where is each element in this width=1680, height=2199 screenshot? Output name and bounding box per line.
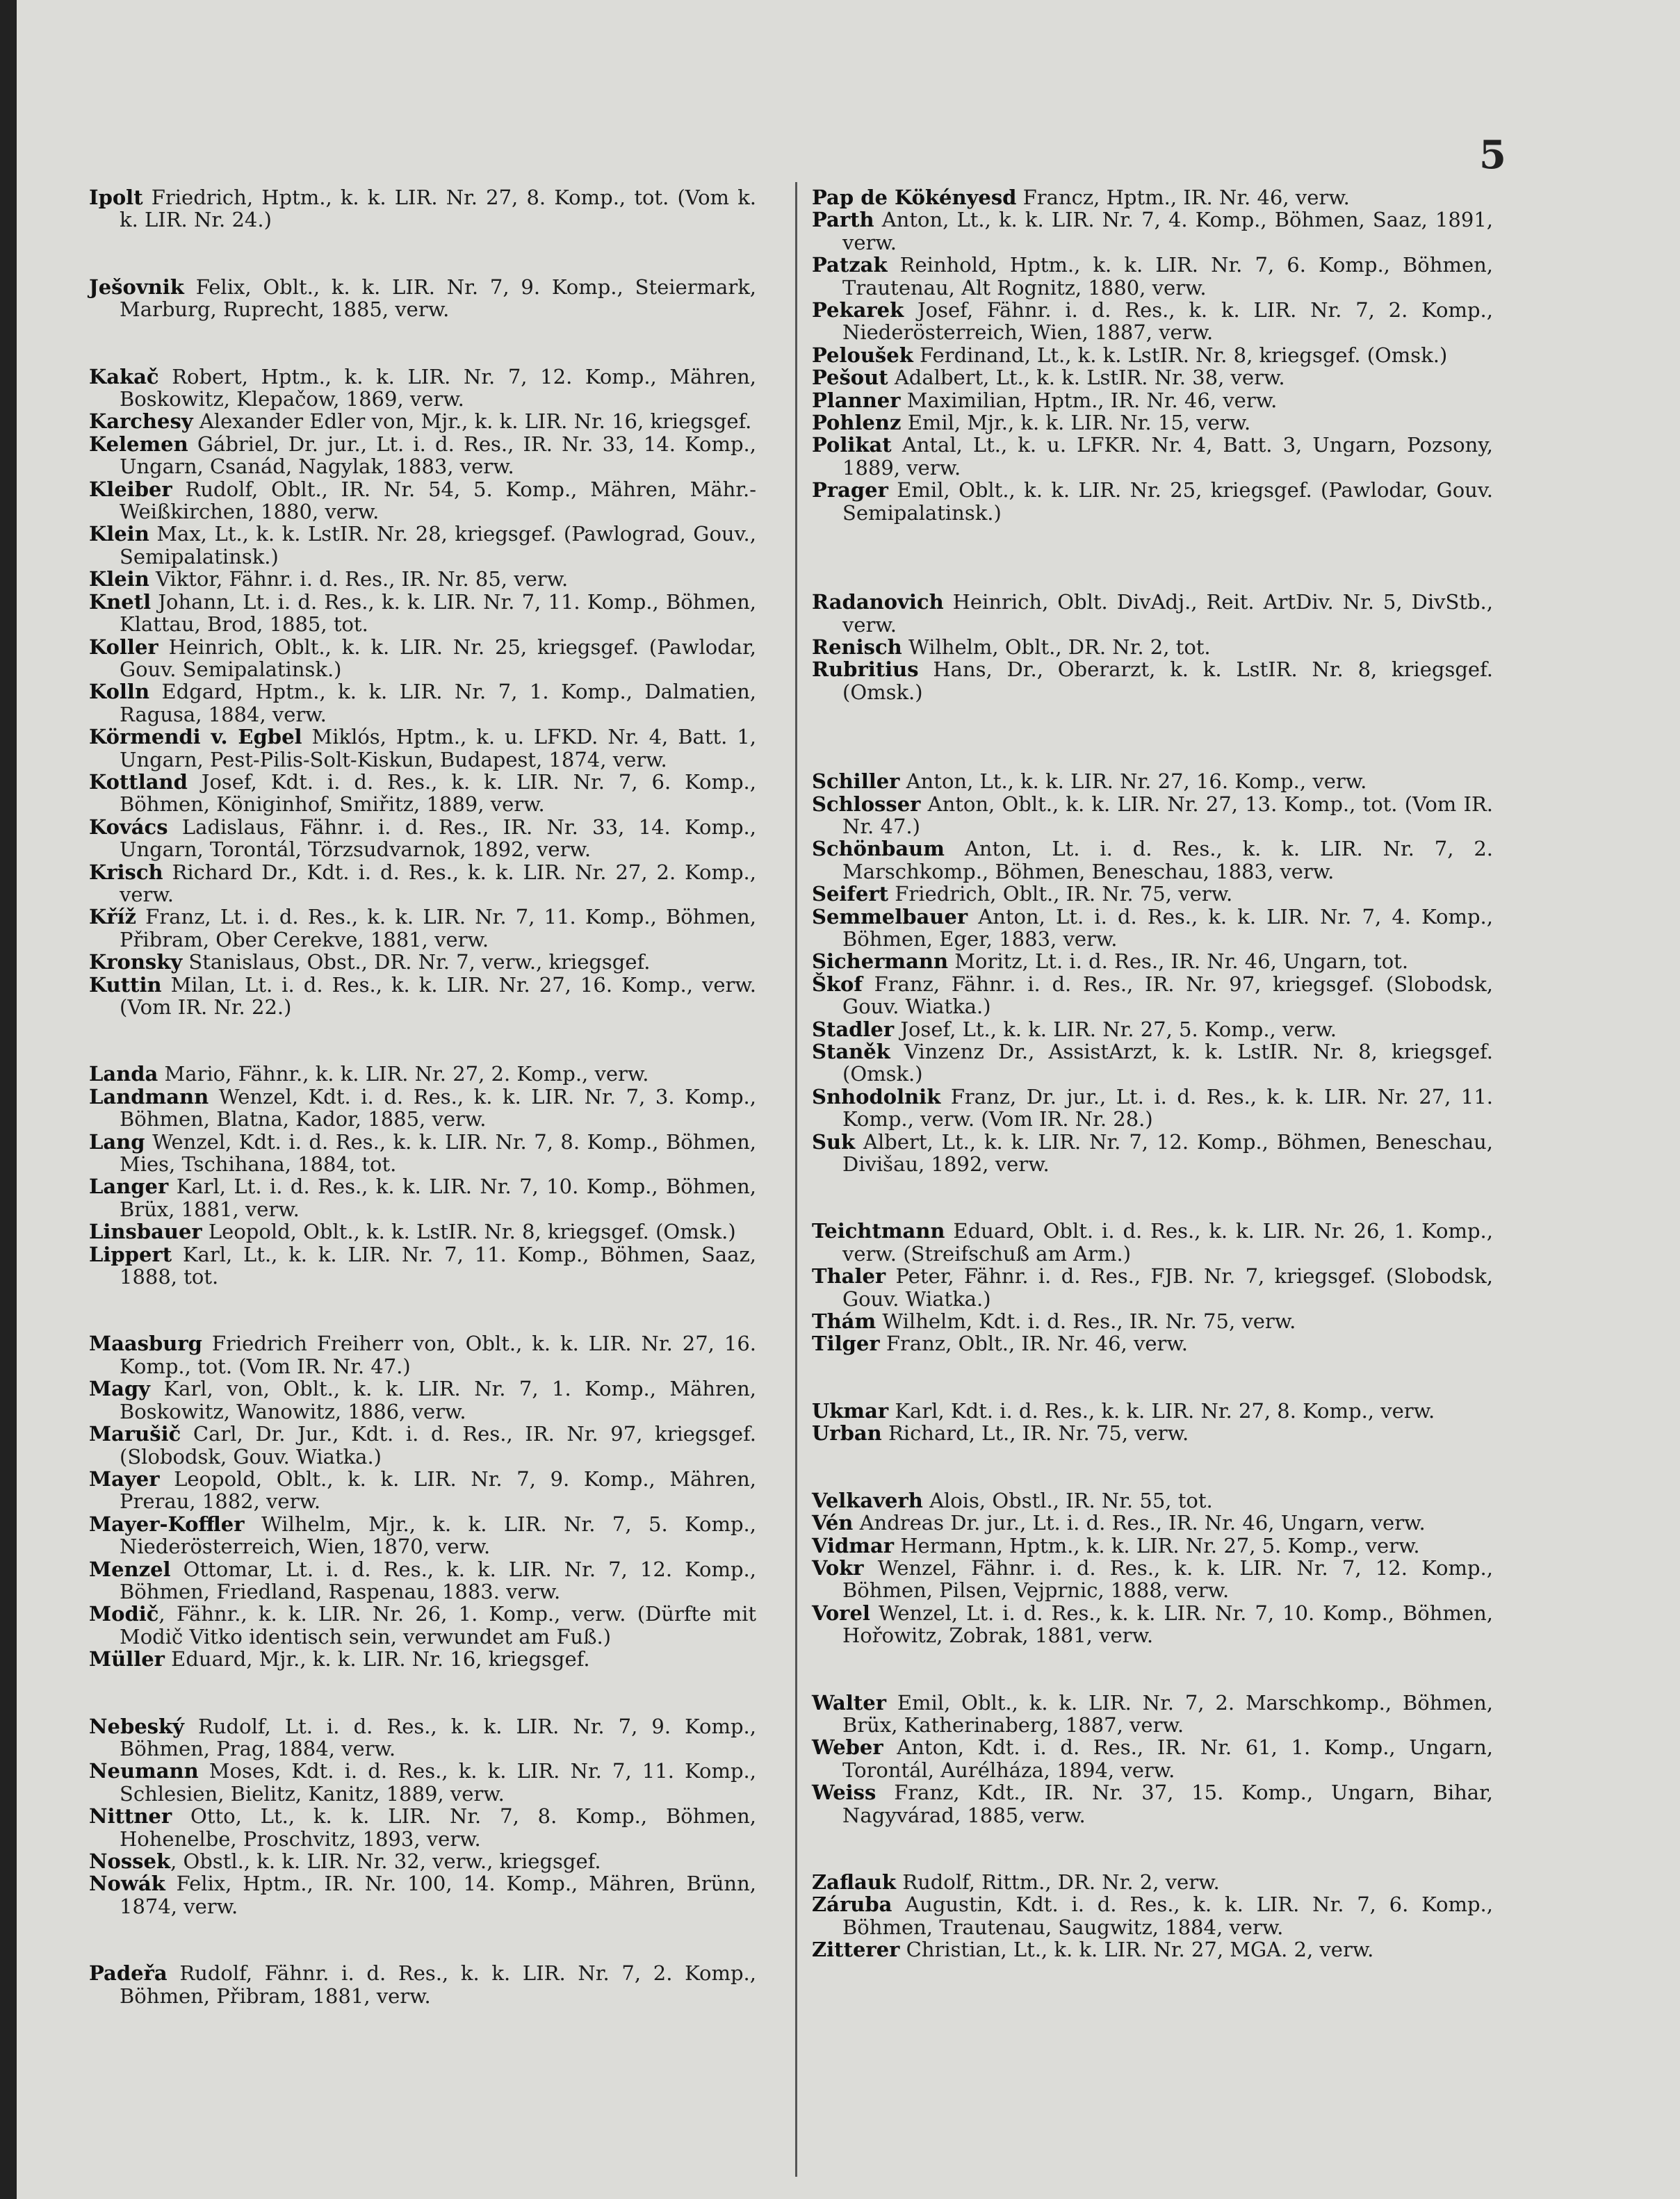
list-item	[89, 1423, 756, 1468]
entry-surname: Magy	[89, 1377, 151, 1401]
list-item	[89, 366, 756, 411]
entry-surname: Nebeský	[89, 1714, 184, 1738]
entry-surname: Modič	[89, 1602, 159, 1626]
entry-surname: Nittner	[89, 1804, 172, 1829]
entry-details: Anton, Lt. i. d. Res., k. k. LIR. Nr. 7, 4. Komp., Böhmen, Eger, 1883, verw.	[842, 904, 1493, 951]
entry-surname: Vorel	[812, 1601, 870, 1625]
entry-details: Anton, Lt., k. k. LIR. Nr. 27, 16. Komp., verw.	[899, 769, 1367, 794]
entry-surname: Pohlenz	[812, 411, 902, 435]
entry-details: Vinzenz Dr., AssistArzt, k. k. LstIR. Nr. 8, kriegsgef. (Omsk.)	[842, 1040, 1493, 1086]
list-item	[89, 974, 756, 1019]
list-item	[89, 636, 756, 681]
entry-surname: Mayer	[89, 1466, 160, 1491]
entry-surname: Záruba	[812, 1893, 892, 1917]
entry-surname: Klein	[89, 567, 149, 591]
entry-details: Robert, Hptm., k. k. LIR. Nr. 7, 12. Komp., Mähren, Boskowitz, Klepačow, 1869, verw.	[120, 364, 756, 411]
entry-surname: Langer	[89, 1175, 169, 1199]
entry-details: Carl, Dr. Jur., Kdt. i. d. Res., IR. Nr. 97, kriegsgef. (Slobodsk, Gouv. Wiatka.)	[120, 1422, 756, 1469]
entry-details: Heinrich, Oblt., k. k. LIR. Nr. 25, kriegsgef. (Pawlodar, Gouv. Semipalatinsk.)	[120, 635, 756, 681]
entry-surname: Karchesy	[89, 409, 193, 434]
entry-details: Richard, Lt., IR. Nr. 75, verw.	[881, 1421, 1189, 1446]
list-item	[812, 658, 1493, 703]
entry-surname: Ukmar	[812, 1398, 889, 1423]
entry-details: Peter, Fähnr. i. d. Res., FJB. Nr. 7, kriegsgef. (Slobodsk, Gouv. Wiatka.)	[842, 1264, 1493, 1311]
entry-details: Friedrich, Hptm., k. k. LIR. Nr. 27, 8. Komp., tot. (Vom k. k. LIR. Nr. 24.)	[120, 186, 756, 232]
entry-details: Wenzel, Kdt. i. d. Res., k. k. LIR. Nr. 7, 3. Komp., Böhmen, Blatna, Kador, 1885, verw.	[120, 1084, 756, 1131]
entry-details: Wenzel, Lt. i. d. Res., k. k. LIR. Nr. 7, 10. Komp., Böhmen, Hořowitz, Zobrak, 1881, verw.	[842, 1601, 1493, 1648]
list-item	[89, 1962, 756, 2007]
entry-details: Albert, Lt., k. k. LIR. Nr. 7, 12. Komp., Böhmen, Beneschau, Divišau, 1892, verw.	[842, 1129, 1493, 1177]
entry-surname: Kottland	[89, 769, 188, 794]
entry-surname: Linsbauer	[89, 1220, 202, 1244]
entry-details: Johann, Lt. i. d. Res., k. k. LIR. Nr. 7, 11. Komp., Böhmen, Klattau, Brod, 1885, tot.	[120, 589, 756, 637]
list-item	[812, 1781, 1493, 1826]
list-item	[812, 1602, 1493, 1647]
entry-surname: Landa	[89, 1062, 158, 1086]
entry-surname: Pap de Kökényesd	[812, 186, 1017, 209]
scan-edge	[0, 0, 17, 2199]
list-item	[89, 1805, 756, 1850]
list-item	[89, 1558, 756, 1603]
list-item	[812, 344, 1493, 366]
entry-details: Josef, Fähnr. i. d. Res., k. k. LIR. Nr. 7, 2. Komp., Niederösterreich, Wien, 1887, verw.	[842, 298, 1493, 345]
entry-details: Adalbert, Lt., k. k. LstIR. Nr. 38, verw.	[888, 366, 1285, 390]
entry-surname: Parth	[812, 208, 874, 232]
section-gap	[812, 524, 1493, 591]
list-item	[89, 1332, 756, 1378]
entry-surname: Polikat	[812, 433, 892, 457]
list-item	[89, 1850, 756, 1872]
right-column	[812, 186, 1493, 1961]
entry-surname: Semmelbauer	[812, 904, 968, 929]
entry-details: Wenzel, Fähnr. i. d. Res., k. k. LIR. Nr. 7, 12. Komp., Böhmen, Pilsen, Vejprnic, 1888, verw.	[842, 1555, 1493, 1603]
entry-details: Miklós, Hptm., k. u. LFKD. Nr. 4, Batt. 1, Ungarn, Pest-Pilis-Solt-Kiskun, Budapest, 1874, verw.	[120, 725, 756, 771]
entry-details: Otto, Lt., k. k. LIR. Nr. 7, 8. Komp., Böhmen, Hohenelbe, Proschvitz, 1893, verw.	[120, 1804, 756, 1851]
entry-surname: Kovács	[89, 815, 168, 839]
list-item	[89, 771, 756, 816]
entry-details: Hermann, Hptm., k. k. LIR. Nr. 27, 5. Komp., verw.	[894, 1533, 1420, 1558]
entry-details: Stanislaus, Obst., DR. Nr. 7, verw., kriegsgef.	[182, 950, 651, 974]
entry-details: Christian, Lt., k. k. LIR. Nr. 27, MGA. 2, verw.	[899, 1938, 1374, 1962]
list-item	[812, 1220, 1493, 1265]
entry-details: Ladislaus, Fähnr. i. d. Res., IR. Nr. 33, 14. Komp., Ungarn, Torontál, Törzsudvarnok, 1892, verw.	[120, 815, 756, 862]
list-item	[812, 793, 1493, 838]
entry-surname: Peloušek	[812, 343, 913, 367]
list-item	[89, 276, 756, 321]
entry-surname: Nowák	[89, 1872, 165, 1896]
list-item	[89, 1468, 756, 1513]
entry-details: Maximilian, Hptm., IR. Nr. 46, verw.	[900, 388, 1278, 412]
list-item	[812, 1018, 1493, 1040]
list-item	[812, 434, 1493, 479]
entry-surname: Krisch	[89, 860, 163, 884]
entry-surname: Pešout	[812, 366, 888, 390]
list-item	[812, 1131, 1493, 1176]
entry-surname: Nossek	[89, 1849, 171, 1873]
entry-details: Franz, Dr. jur., Lt. i. d. Res., k. k. LIR. Nr. 27, 11. Komp., verw. (Vom IR. Nr. 28.)	[842, 1084, 1493, 1131]
list-item	[89, 1220, 756, 1243]
section-gap	[812, 703, 1493, 770]
entry-details: Leopold, Oblt., k. k. LIR. Nr. 7, 9. Komp., Mähren, Prerau, 1882, verw.	[120, 1466, 756, 1514]
entry-details: , Fähnr., k. k. LIR. Nr. 26, 1. Komp., verw. (Dürfte mit Modič Vitko identisch sein, verwundet am Fuß.)	[120, 1602, 756, 1649]
list-item	[89, 591, 756, 636]
entry-details: Rudolf, Oblt., IR. Nr. 54, 5. Komp., Mähren, Mähr.-Weißkirchen, 1880, verw.	[120, 477, 756, 524]
list-item	[812, 950, 1493, 972]
list-item	[89, 816, 756, 861]
entry-surname: Kolln	[89, 680, 150, 704]
list-item	[812, 1893, 1493, 1938]
entry-details: Leopold, Oblt., k. k. LstIR. Nr. 8, kriegsgef. (Omsk.)	[202, 1220, 736, 1244]
entry-surname: Vidmar	[812, 1533, 895, 1558]
list-item	[812, 366, 1493, 389]
entry-surname: Menzel	[89, 1557, 171, 1581]
entry-details: Rudolf, Fähnr. i. d. Res., k. k. LIR. Nr. 7, 2. Komp., Böhmen, Přibram, 1881, verw.	[120, 1961, 756, 2008]
entry-details: Eduard, Oblt. i. d. Res., k. k. LIR. Nr. 26, 1. Komp., verw. (Streifschuß am Arm.)	[842, 1219, 1493, 1266]
list-item	[89, 951, 756, 973]
list-item	[812, 299, 1493, 344]
list-item	[89, 1872, 756, 1918]
entry-surname: Planner	[812, 388, 901, 412]
list-item	[812, 1692, 1493, 1737]
list-item	[812, 254, 1493, 299]
entry-details: Max, Lt., k. k. LstIR. Nr. 28, kriegsgef. (Pawlograd, Gouv., Semipalatinsk.)	[120, 522, 756, 569]
entry-details: Wilhelm, Oblt., DR. Nr. 2, tot.	[902, 635, 1211, 659]
entry-details: , Obstl., k. k. LIR. Nr. 32, verw., kriegsgef.	[170, 1849, 601, 1873]
entry-details: Anton, Lt., k. k. LIR. Nr. 7, 4. Komp., Böhmen, Saaz, 1891, verw.	[842, 208, 1493, 254]
entry-details: Josef, Kdt. i. d. Res., k. k. LIR. Nr. 7, 6. Komp., Böhmen, Königinhof, Smiřitz, 1889, verw.	[120, 769, 756, 817]
section-gap	[89, 1918, 756, 1962]
entry-surname: Kleiber	[89, 477, 172, 501]
entry-details: Karl, Kdt. i. d. Res., k. k. LIR. Nr. 27, 8. Komp., verw.	[888, 1398, 1435, 1423]
entry-details: Rudolf, Lt. i. d. Res., k. k. LIR. Nr. 7, 9. Komp., Böhmen, Prag, 1884, verw.	[120, 1714, 756, 1760]
entry-details: Gábriel, Dr. jur., Lt. i. d. Res., IR. Nr. 33, 14. Komp., Ungarn, Csanád, Nagylak, 1883, verw.	[120, 432, 756, 479]
list-item	[812, 1400, 1493, 1422]
entry-details: Reinhold, Hptm., k. k. LIR. Nr. 7, 6. Komp., Böhmen, Trautenau, Alt Rognitz, 1880, verw.	[842, 253, 1493, 300]
entry-surname: Ipolt	[89, 186, 143, 209]
entry-details: Karl, von, Oblt., k. k. LIR. Nr. 7, 1. Komp., Mähren, Boskowitz, Wanowitz, 1886, verw.	[120, 1377, 756, 1423]
entry-surname: Sichermann	[812, 949, 949, 974]
list-item	[812, 1736, 1493, 1781]
entry-surname: Snhodolnik	[812, 1084, 941, 1109]
entry-details: Emil, Oblt., k. k. LIR. Nr. 7, 2. Marschkomp., Böhmen, Brüx, Katherinaberg, 1887, verw.	[842, 1690, 1493, 1737]
entry-details: Alois, Obstl., IR. Nr. 55, tot.	[922, 1488, 1213, 1512]
list-item	[812, 209, 1493, 254]
entry-surname: Körmendi v. Egbel	[89, 725, 302, 749]
entry-details: Franz, Kdt., IR. Nr. 37, 15. Komp., Ungarn, Bihar, Nagyvárad, 1885, verw.	[842, 1781, 1493, 1827]
list-item	[812, 186, 1493, 209]
entry-surname: Vén	[812, 1511, 854, 1535]
list-item	[812, 1535, 1493, 1557]
entry-surname: Zitterer	[812, 1938, 900, 1962]
list-item	[812, 389, 1493, 411]
entry-surname: Kuttin	[89, 972, 162, 997]
entry-surname: Knetl	[89, 589, 152, 614]
entry-details: Emil, Oblt., k. k. LIR. Nr. 25, kriegsgef. (Pawlodar, Gouv. Semipalatinsk.)	[842, 478, 1493, 525]
entry-surname: Landmann	[89, 1084, 209, 1109]
entry-surname: Velkaverh	[812, 1488, 923, 1512]
entry-details: Karl, Lt., k. k. LIR. Nr. 7, 11. Komp., Böhmen, Saaz, 1888, tot.	[120, 1242, 756, 1289]
list-item	[89, 1513, 756, 1558]
entry-surname: Kronsky	[89, 950, 183, 974]
entry-surname: Stadler	[812, 1017, 895, 1041]
entry-surname: Prager	[812, 478, 888, 502]
entry-details: Milan, Lt. i. d. Res., k. k. LIR. Nr. 27, 16. Komp., verw. (Vom IR. Nr. 22.)	[120, 972, 756, 1019]
list-item	[89, 861, 756, 906]
list-item	[89, 410, 756, 432]
entry-details: Andreas Dr. jur., Lt. i. d. Res., IR. Nr. 46, Ungarn, verw.	[853, 1511, 1426, 1535]
entry-details: Antal, Lt., k. u. LFKR. Nr. 4, Batt. 3, Ungarn, Pozsony, 1889, verw.	[842, 433, 1493, 480]
entry-surname: Radanovich	[812, 590, 944, 614]
entry-details: Hans, Dr., Oberarzt, k. k. LstIR. Nr. 8, kriegsgef. (Omsk.)	[842, 657, 1493, 704]
column-divider	[795, 182, 797, 2177]
list-item	[812, 906, 1493, 951]
entry-details: Franz, Lt. i. d. Res., k. k. LIR. Nr. 7, 11. Komp., Böhmen, Přibram, Ober Cerekve, 1881, verw.	[120, 905, 756, 951]
list-item	[89, 433, 756, 478]
entry-surname: Seifert	[812, 882, 889, 906]
list-item	[812, 479, 1493, 524]
entry-surname: Kříž	[89, 905, 136, 929]
list-item	[89, 1603, 756, 1648]
entry-details: Friedrich Freiherr von, Oblt., k. k. LIR. Nr. 27, 16. Komp., tot. (Vom IR. Nr. 47.)	[120, 1332, 756, 1378]
entry-details: Anton, Oblt., k. k. LIR. Nr. 27, 13. Komp., tot. (Vom IR. Nr. 47.)	[842, 792, 1493, 838]
list-item	[89, 478, 756, 523]
entry-surname: Marušič	[89, 1422, 181, 1446]
section-gap	[812, 1175, 1493, 1220]
entry-surname: Pekarek	[812, 298, 904, 322]
entry-details: Mario, Fähnr., k. k. LIR. Nr. 27, 2. Komp., verw.	[158, 1062, 649, 1086]
entry-surname: Weber	[812, 1735, 883, 1760]
section-gap	[812, 1355, 1493, 1400]
list-item	[89, 568, 756, 590]
entry-details: Heinrich, Oblt. DivAdj., Reit. ArtDiv. Nr. 5, DivStb., verw.	[842, 590, 1493, 637]
list-item	[812, 1489, 1493, 1512]
list-item	[812, 1422, 1493, 1444]
entry-surname: Weiss	[812, 1781, 876, 1805]
entry-details: Friedrich, Oblt., IR. Nr. 75, verw.	[888, 882, 1233, 906]
list-item	[89, 1378, 756, 1423]
entry-surname: Thaler	[812, 1264, 886, 1289]
entry-details: Karl, Lt. i. d. Res., k. k. LIR. Nr. 7, 10. Komp., Böhmen, Brüx, 1881, verw.	[120, 1175, 756, 1221]
entry-surname: Suk	[812, 1129, 856, 1154]
entry-surname: Lippert	[89, 1242, 172, 1266]
page-number: 5	[1479, 132, 1506, 178]
entry-surname: Mayer-Koffler	[89, 1512, 245, 1536]
list-item	[812, 1310, 1493, 1332]
list-item	[812, 1265, 1493, 1310]
list-item	[89, 1715, 756, 1760]
list-item	[812, 837, 1493, 883]
entry-details: Felix, Oblt., k. k. LIR. Nr. 7, 9. Komp., Steiermark, Marburg, Ruprecht, 1885, verw.	[120, 275, 756, 322]
entry-surname: Ješovnik	[89, 275, 184, 299]
entry-details: Franz, Fähnr. i. d. Res., IR. Nr. 97, kriegsgef. (Slobodsk, Gouv. Wiatka.)	[842, 972, 1493, 1019]
section-gap	[89, 1018, 756, 1063]
entry-details: Edgard, Hptm., k. k. LIR. Nr. 7, 1. Komp., Dalmatien, Ragusa, 1884, verw.	[120, 680, 756, 726]
entry-surname: Teichtmann	[812, 1219, 945, 1243]
entry-surname: Neumann	[89, 1759, 199, 1783]
list-item	[812, 591, 1493, 636]
entry-surname: Tilger	[812, 1332, 880, 1356]
entry-details: Alexander Edler von, Mjr., k. k. LIR. Nr. 16, kriegsgef.	[193, 409, 752, 434]
list-item	[812, 770, 1493, 792]
entry-surname: Klein	[89, 522, 149, 546]
list-item	[89, 1086, 756, 1131]
list-item	[89, 523, 756, 568]
list-item	[89, 1131, 756, 1176]
entry-surname: Thám	[812, 1309, 876, 1334]
list-item	[812, 411, 1493, 434]
entry-surname: Urban	[812, 1421, 882, 1446]
list-item	[89, 1243, 756, 1289]
entry-surname: Rubritius	[812, 657, 919, 682]
entry-details: Anton, Lt. i. d. Res., k. k. LIR. Nr. 7, 2. Marschkomp., Böhmen, Beneschau, 1883, verw.	[842, 837, 1493, 883]
section-gap	[89, 231, 756, 276]
entry-surname: Škof	[812, 972, 863, 996]
entry-surname: Maasburg	[89, 1332, 202, 1356]
entry-details: Richard Dr., Kdt. i. d. Res., k. k. LIR. Nr. 27, 2. Komp., verw.	[120, 860, 756, 906]
section-gap	[812, 1445, 1493, 1489]
entry-details: Viktor, Fähnr. i. d. Res., IR. Nr. 85, verw.	[149, 567, 569, 591]
entry-surname: Schönbaum	[812, 837, 945, 861]
entry-details: Eduard, Mjr., k. k. LIR. Nr. 16, kriegsgef.	[164, 1647, 590, 1671]
entry-surname: Vokr	[812, 1555, 864, 1580]
list-item	[812, 1512, 1493, 1534]
list-item	[812, 1332, 1493, 1355]
section-gap	[89, 1288, 756, 1332]
entry-details: Rudolf, Rittm., DR. Nr. 2, verw.	[896, 1870, 1220, 1894]
entry-details: Franz, Oblt., IR. Nr. 46, verw.	[879, 1332, 1188, 1356]
entry-details: Wilhelm, Kdt. i. d. Res., IR. Nr. 75, verw.	[876, 1309, 1296, 1334]
list-item	[89, 186, 756, 231]
entry-details: Wilhelm, Mjr., k. k. LIR. Nr. 7, 5. Komp., Niederösterreich, Wien, 1870, verw.	[120, 1512, 756, 1559]
entry-details: Moritz, Lt. i. d. Res., IR. Nr. 46, Ungarn, tot.	[948, 949, 1409, 974]
list-item	[89, 726, 756, 771]
list-item	[89, 1175, 756, 1220]
entry-details: Anton, Kdt. i. d. Res., IR. Nr. 61, 1. Komp., Ungarn, Torontál, Aurélháza, 1894, verw.	[842, 1735, 1493, 1782]
entry-surname: Patzak	[812, 253, 888, 277]
entry-surname: Renisch	[812, 635, 902, 659]
left-column	[89, 186, 756, 2007]
entry-surname: Zaflauk	[812, 1870, 897, 1894]
entry-surname: Schiller	[812, 769, 900, 794]
section-gap	[89, 321, 756, 366]
entry-details: Emil, Mjr., k. k. LIR. Nr. 15, verw.	[901, 411, 1251, 435]
entry-surname: Walter	[812, 1690, 886, 1715]
list-item	[812, 1086, 1493, 1131]
entry-surname: Müller	[89, 1647, 165, 1671]
list-item	[89, 1760, 756, 1805]
entry-surname: Padeřa	[89, 1961, 168, 1986]
list-item	[812, 636, 1493, 658]
entry-surname: Koller	[89, 635, 158, 659]
list-item	[812, 973, 1493, 1018]
list-item	[812, 1871, 1493, 1893]
entry-surname: Kakač	[89, 364, 159, 389]
entry-surname: Kelemen	[89, 432, 188, 456]
entry-surname: Staněk	[812, 1040, 890, 1063]
entry-details: Wenzel, Kdt. i. d. Res., k. k. LIR. Nr. 7, 8. Komp., Böhmen, Mies, Tschihana, 1884, tot.	[120, 1129, 756, 1177]
list-item	[89, 680, 756, 726]
entry-details: Ferdinand, Lt., k. k. LstIR. Nr. 8, kriegsgef. (Omsk.)	[913, 343, 1448, 367]
entry-surname: Lang	[89, 1129, 145, 1154]
section-gap	[812, 1647, 1493, 1692]
list-item	[89, 1063, 756, 1085]
list-item	[89, 906, 756, 951]
entry-details: Moses, Kdt. i. d. Res., k. k. LIR. Nr. 7, 11. Komp., Schlesien, Bielitz, Kanitz, 1889, verw.	[120, 1759, 756, 1806]
entry-details: Ottomar, Lt. i. d. Res., k. k. LIR. Nr. 7, 12. Komp., Böhmen, Friedland, Raspenau, 1883. verw.	[120, 1557, 756, 1603]
section-gap	[812, 1826, 1493, 1871]
list-item	[812, 1557, 1493, 1602]
list-item	[812, 1938, 1493, 1961]
list-item	[812, 1040, 1493, 1086]
entry-surname: Schlosser	[812, 792, 921, 816]
entry-details: Francz, Hptm., IR. Nr. 46, verw.	[1016, 186, 1350, 209]
entry-details: Felix, Hptm., IR. Nr. 100, 14. Komp., Mähren, Brünn, 1874, verw.	[120, 1872, 756, 1918]
entry-details: Josef, Lt., k. k. LIR. Nr. 27, 5. Komp., verw.	[894, 1017, 1337, 1041]
list-item	[812, 883, 1493, 905]
list-item	[89, 1648, 756, 1670]
entry-details: Augustin, Kdt. i. d. Res., k. k. LIR. Nr. 7, 6. Komp., Böhmen, Trautenau, Saugwitz, 1884, verw.	[842, 1893, 1493, 1939]
section-gap	[89, 1671, 756, 1715]
